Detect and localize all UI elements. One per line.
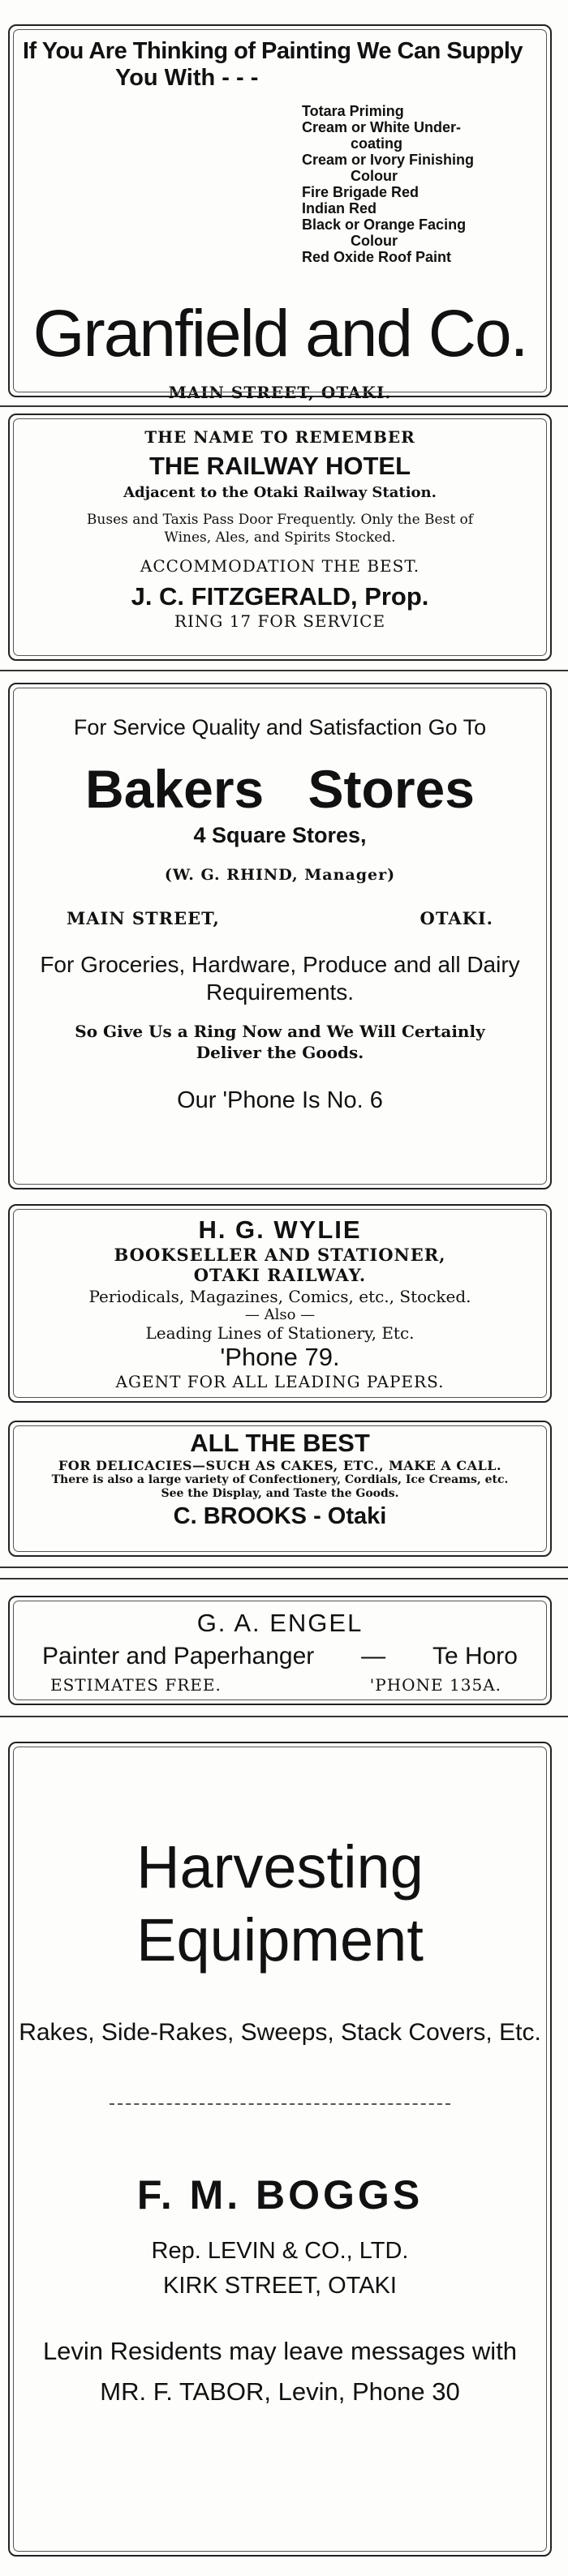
hotel-accommodation: ACCOMMODATION THE BEST.	[140, 556, 420, 576]
column-divider	[0, 405, 568, 407]
engel-estimates: ESTIMATES FREE.	[50, 1675, 222, 1695]
engel-advertisement	[8, 1596, 552, 1705]
wylie-advertisement	[8, 1204, 552, 1403]
wylie-stationery: Leading Lines of Stationery, Etc.	[145, 1323, 415, 1343]
granfield-advertisement	[8, 24, 552, 402]
brooks-line: FOR DELICACIES—SUCH AS CAKES, ETC., MAKE A CALL.	[58, 1458, 502, 1473]
brooks-line: There is also a large variety of Confectionery, Cordials, Ice Creams, etc.	[51, 1473, 509, 1486]
hotel-location: Adjacent to the Otaki Railway Station.	[123, 484, 437, 501]
boggs-items: Rakes, Side-Rakes, Sweeps, Stack Covers, Etc.	[19, 2019, 541, 2046]
engel-info-row	[50, 1675, 501, 1695]
boggs-contact: MR. F. TABOR, Levin, Phone 30	[100, 2377, 460, 2406]
granfield-firm-name: Granfield and Co.	[32, 297, 527, 371]
boggs-note: Levin Residents may leave messages with	[42, 2337, 518, 2365]
product-item: Colour	[351, 168, 398, 184]
hotel-proprietor: J. C. FITZGERALD, Prop.	[131, 582, 429, 611]
hotel-phone: RING 17 FOR SERVICE	[174, 611, 386, 631]
boggs-rep: Rep. LEVIN & CO., LTD.	[151, 2238, 409, 2264]
hotel-tagline: THE NAME TO REMEMBER	[144, 427, 415, 447]
engel-phone: 'PHONE 135A.	[369, 1675, 501, 1695]
granfield-address: MAIN STREET, OTAKI.	[168, 383, 392, 402]
hotel-details-line: Buses and Taxis Pass Door Frequently. Only the Best of	[86, 512, 474, 528]
wylie-also: — Also —	[244, 1306, 316, 1323]
bakers-name: Bakers Stores	[85, 759, 475, 819]
bakers-ring-line: Deliver the Goods.	[196, 1043, 364, 1062]
hotel-details-line: Wines, Ales, and Spirits Stocked.	[164, 529, 396, 546]
product-item: Black or Orange Facing	[302, 216, 467, 233]
bakers-stores-advertisement	[8, 683, 552, 1189]
product-item: Cream or White Under-	[302, 119, 462, 135]
product-item: Cream or Ivory Finishing	[302, 152, 475, 168]
wylie-agent: AGENT FOR ALL LEADING PAPERS.	[115, 1372, 445, 1391]
bakers-goods-line: For Groceries, Hardware, Produce and all Dairy	[40, 952, 520, 977]
bakers-goods-line: Requirements.	[205, 979, 355, 1005]
boggs-name: F. M. BOGGS	[136, 2172, 424, 2218]
bakers-phone: Our 'Phone Is No. 6	[177, 1087, 383, 1113]
brooks-line: See the Display, and Taste the Goods.	[161, 1487, 399, 1500]
granfield-headline-1: If You Are Thinking of Painting We Can Supply	[23, 38, 523, 64]
wylie-location: OTAKI RAILWAY.	[193, 1265, 367, 1285]
column-divider	[0, 670, 568, 671]
boggs-street: KIRK STREET, OTAKI	[163, 2273, 397, 2299]
engel-name: G. A. ENGEL	[196, 1609, 364, 1637]
bakers-ring-note	[10, 1021, 550, 1063]
hotel-name: THE RAILWAY HOTEL	[148, 452, 411, 480]
boggs-advertisement	[8, 1742, 552, 2557]
brooks-advertisement	[8, 1421, 552, 1557]
product-item: Fire Brigade Red	[302, 184, 420, 200]
bakers-town: OTAKI.	[420, 908, 493, 928]
railway-hotel-advertisement	[8, 414, 552, 661]
brooks-headline: ALL THE BEST	[190, 1429, 370, 1457]
bakers-ring-line: So Give Us a Ring Now and We Will Certainly	[75, 1022, 485, 1041]
granfield-headline-2: You With - - -	[115, 65, 259, 91]
engel-town: Te Horo	[432, 1643, 518, 1669]
product-item: Red Oxide Roof Paint	[302, 249, 452, 265]
hotel-details	[10, 511, 550, 546]
engel-trade: Painter and Paperhanger	[42, 1643, 315, 1669]
product-item: coating	[351, 135, 403, 152]
bakers-sub: 4 Square Stores,	[193, 823, 367, 847]
column-divider	[0, 1578, 568, 1579]
engel-dash: —	[361, 1643, 386, 1669]
product-item: Totara Priming	[302, 103, 404, 119]
product-item: Colour	[351, 233, 398, 249]
column-divider	[0, 1567, 568, 1568]
product-item: Indian Red	[302, 200, 377, 216]
bakers-street: MAIN STREET,	[67, 908, 220, 928]
paint-product-list	[302, 103, 474, 265]
bakers-manager: (W. G. RHIND, Manager)	[164, 866, 396, 884]
wylie-name: H. G. WYLIE	[198, 1215, 362, 1244]
wylie-trade: BOOKSELLER AND STATIONER,	[114, 1245, 446, 1265]
wylie-phone: 'Phone 79.	[220, 1343, 340, 1371]
brooks-name: C. BROOKS - Otaki	[173, 1503, 387, 1529]
boggs-headline-2: Equipment	[136, 1906, 424, 1974]
boggs-divider	[110, 2103, 450, 2107]
bakers-intro: For Service Quality and Satisfaction Go To	[73, 715, 487, 739]
boggs-headline-1: Harvesting	[136, 1833, 424, 1901]
column-divider	[0, 1716, 568, 1717]
bakers-goods	[10, 951, 550, 1006]
engel-trade-row	[42, 1643, 518, 1670]
bakers-address-row	[67, 908, 493, 928]
wylie-stock: Periodicals, Magazines, Comics, etc., Stocked.	[88, 1287, 471, 1306]
